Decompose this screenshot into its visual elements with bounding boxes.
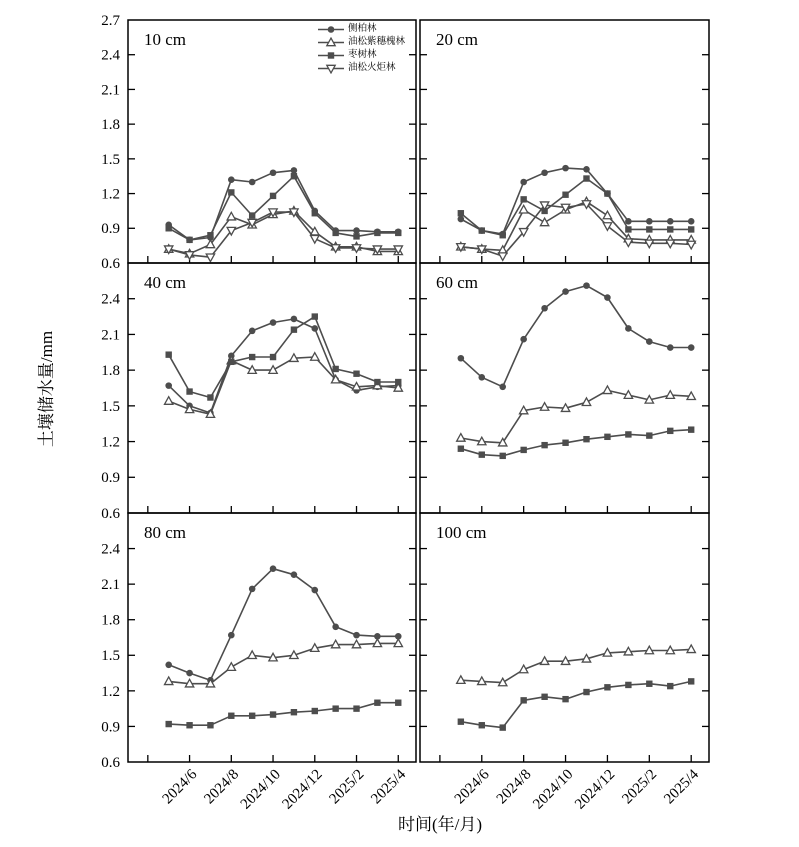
legend-item-cypress <box>318 23 405 36</box>
panel-title-40cm: 40 cm <box>144 273 187 292</box>
panel-title-100cm: 100 cm <box>436 523 487 542</box>
series-pine-amorpha <box>164 639 402 687</box>
svg-text:0.9: 0.9 <box>101 221 120 238</box>
legend-label-cypress: 侧柏林 <box>348 24 377 34</box>
x-axis-title: 时间(年/月) <box>397 815 483 834</box>
svg-text:2024/8: 2024/8 <box>493 766 535 808</box>
panel-60cm <box>420 263 709 513</box>
svg-text:2.4: 2.4 <box>101 291 120 308</box>
legend-item-pine-amorpha <box>318 36 405 49</box>
panel-title-60cm: 60 cm <box>436 273 479 292</box>
panel-40cm <box>101 263 416 522</box>
svg-text:2025/2: 2025/2 <box>326 766 368 808</box>
svg-text:1.5: 1.5 <box>101 151 120 168</box>
series-jujube <box>165 313 401 400</box>
svg-text:2024/8: 2024/8 <box>201 766 243 808</box>
svg-text:0.9: 0.9 <box>101 470 120 487</box>
y-tick-labels <box>101 292 120 522</box>
panel-border <box>420 20 709 263</box>
y-axis-title: 土壤储水量/mm <box>37 330 56 448</box>
x-tick-labels <box>452 766 703 812</box>
series-jujube <box>458 678 695 731</box>
series-pine-amorpha <box>457 386 696 446</box>
legend-label-pine-amorpha: 油松紫穗槐林 <box>348 37 406 47</box>
panel-title-10cm: 10 cm <box>144 30 187 49</box>
series-cypress <box>165 167 401 243</box>
panel-border <box>420 263 709 513</box>
series-pine-amorpha <box>164 353 402 418</box>
legend-label-jujube: 枣树林 <box>348 50 377 60</box>
svg-text:2024/12: 2024/12 <box>572 766 619 813</box>
series-cypress <box>165 316 401 417</box>
svg-text:2.1: 2.1 <box>101 327 120 344</box>
svg-text:1.8: 1.8 <box>101 117 120 134</box>
legend-item-pine-torch <box>318 62 405 75</box>
svg-text:0.6: 0.6 <box>101 754 120 771</box>
svg-text:2025/4: 2025/4 <box>368 766 410 808</box>
series-cypress <box>458 282 695 390</box>
axis-ticks <box>420 549 709 762</box>
series-cypress <box>458 165 695 238</box>
panel-title-20cm: 20 cm <box>436 30 479 49</box>
panel-100cm <box>420 513 709 813</box>
y-tick-labels <box>101 542 120 771</box>
series-jujube <box>165 700 401 729</box>
svg-text:1.8: 1.8 <box>101 363 120 380</box>
svg-text:2024/6: 2024/6 <box>159 766 201 808</box>
legend-marker-triangle-down-open <box>318 63 344 74</box>
svg-text:2024/10: 2024/10 <box>530 766 577 813</box>
panel-title-80cm: 80 cm <box>144 523 187 542</box>
svg-text:2024/10: 2024/10 <box>237 766 284 813</box>
svg-text:1.2: 1.2 <box>101 683 120 700</box>
legend-marker-circle-filled <box>318 24 344 35</box>
svg-text:2.7: 2.7 <box>101 12 120 29</box>
series-jujube <box>458 175 695 238</box>
legend <box>318 23 405 75</box>
axis-ticks <box>128 299 416 513</box>
x-tick-labels <box>160 766 410 812</box>
series-cypress <box>165 565 401 683</box>
svg-text:2.1: 2.1 <box>101 577 120 594</box>
svg-text:1.8: 1.8 <box>101 612 120 629</box>
svg-text:0.9: 0.9 <box>101 719 120 736</box>
svg-text:1.2: 1.2 <box>101 434 120 451</box>
legend-marker-triangle-open <box>318 37 344 48</box>
svg-text:1.5: 1.5 <box>101 398 120 415</box>
panel-20cm <box>420 20 709 263</box>
svg-text:2.4: 2.4 <box>101 47 120 64</box>
series-jujube <box>165 173 401 243</box>
series-pine-torch <box>457 201 696 261</box>
panel-80cm <box>101 513 416 813</box>
svg-text:0.6: 0.6 <box>101 505 120 522</box>
svg-text:2025/2: 2025/2 <box>619 766 661 808</box>
svg-text:2025/4: 2025/4 <box>661 766 703 808</box>
svg-text:2.1: 2.1 <box>101 82 120 99</box>
svg-text:2024/12: 2024/12 <box>279 766 326 813</box>
legend-item-jujube <box>318 49 405 62</box>
svg-text:0.6: 0.6 <box>101 255 120 272</box>
series-pine-amorpha <box>457 645 696 686</box>
svg-text:1.2: 1.2 <box>101 186 120 203</box>
axis-ticks <box>420 55 709 263</box>
y-tick-labels <box>101 13 120 272</box>
legend-label-pine-torch: 油松火炬林 <box>348 63 396 73</box>
svg-text:2.4: 2.4 <box>101 541 120 558</box>
svg-text:2024/6: 2024/6 <box>451 766 493 808</box>
svg-text:1.5: 1.5 <box>101 648 120 665</box>
legend-marker-square-filled <box>318 50 344 61</box>
